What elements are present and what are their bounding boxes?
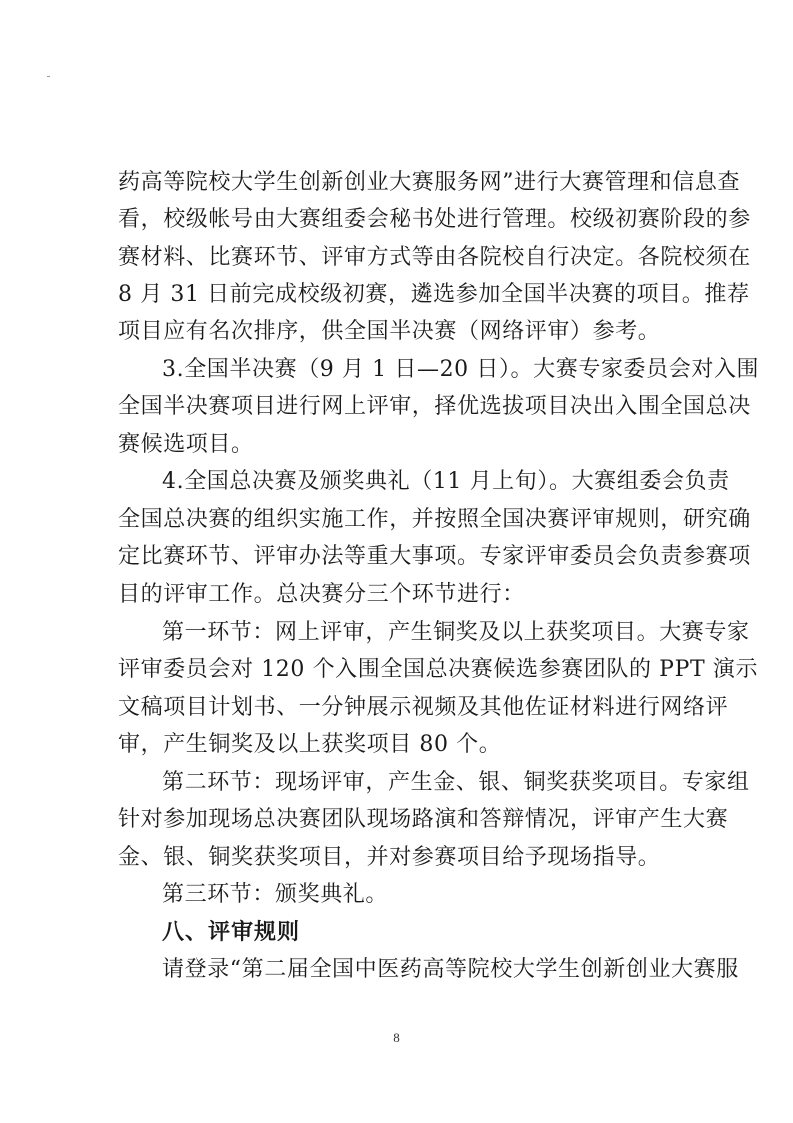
text-line: 项目应有名次排序，供全国半决赛（网络评审）参考。 [118, 319, 661, 344]
text-line: 8 月 31 日前完成校级初赛，遴选参加全国半决赛的项目。推荐 [118, 282, 750, 307]
page-number: 8 [393, 1030, 400, 1045]
text-line: 定比赛环节、评审办法等重大事项。专家评审委员会负责参赛项 [118, 544, 751, 569]
text-line: 赛候选项目。 [118, 432, 254, 457]
paragraph-first-line: 请登录“第二届全国中医药高等院校大学生创新创业大赛服 [162, 957, 739, 982]
paragraph-first-line: 第二环节：现场评审，产生金、银、铜奖获奖项目。专家组 [162, 770, 750, 795]
paragraph-first-line: 第一环节：网上评审，产生铜奖及以上获奖项目。大赛专家 [162, 620, 750, 645]
text-line: 目的评审工作。总决赛分三个环节进行： [118, 582, 525, 607]
paragraph-first-line: 4.全国总决赛及颁奖典礼（11 月上旬）。大赛组委会负责 [162, 469, 730, 494]
text-line: 金、银、铜奖获奖项目，并对参赛项目给予现场指导。 [118, 845, 661, 870]
text-line: 全国总决赛的组织实施工作，并按照全国决赛评审规则，研究确 [118, 507, 751, 532]
text-line: 针对参加现场总决赛团队现场路演和答辩情况，评审产生大赛 [118, 807, 729, 832]
section-heading: 八、评审规则 [162, 920, 301, 945]
text-line: 评审委员会对 120 个入围全国总决赛候选参赛团队的 PPT 演示 [118, 657, 759, 682]
text-line: 药高等院校大学生创新创业大赛服务网”进行大赛管理和信息查 [118, 170, 741, 195]
text-line: 全国半决赛项目进行网上评审，择优选拔项目决出入围全国总决 [118, 394, 751, 419]
scan-speck [47, 76, 50, 77]
text-line: 看，校级帐号由大赛组委会秘书处进行管理。校级初赛阶段的参 [118, 207, 751, 232]
text-line: 赛材料、比赛环节、评审方式等由各院校自行决定。各院校须在 [118, 245, 751, 270]
paragraph-first-line: 第三环节：颁奖典礼。 [162, 882, 389, 907]
text-line: 文稿项目计划书、一分钟展示视频及其他佐证材料进行网络评 [118, 695, 729, 720]
text-line: 审，产生铜奖及以上获奖项目 80 个。 [118, 732, 502, 757]
paragraph-first-line: 3.全国半决赛（9 月 1 日—20 日）。大赛专家委员会对入围 [162, 357, 760, 382]
